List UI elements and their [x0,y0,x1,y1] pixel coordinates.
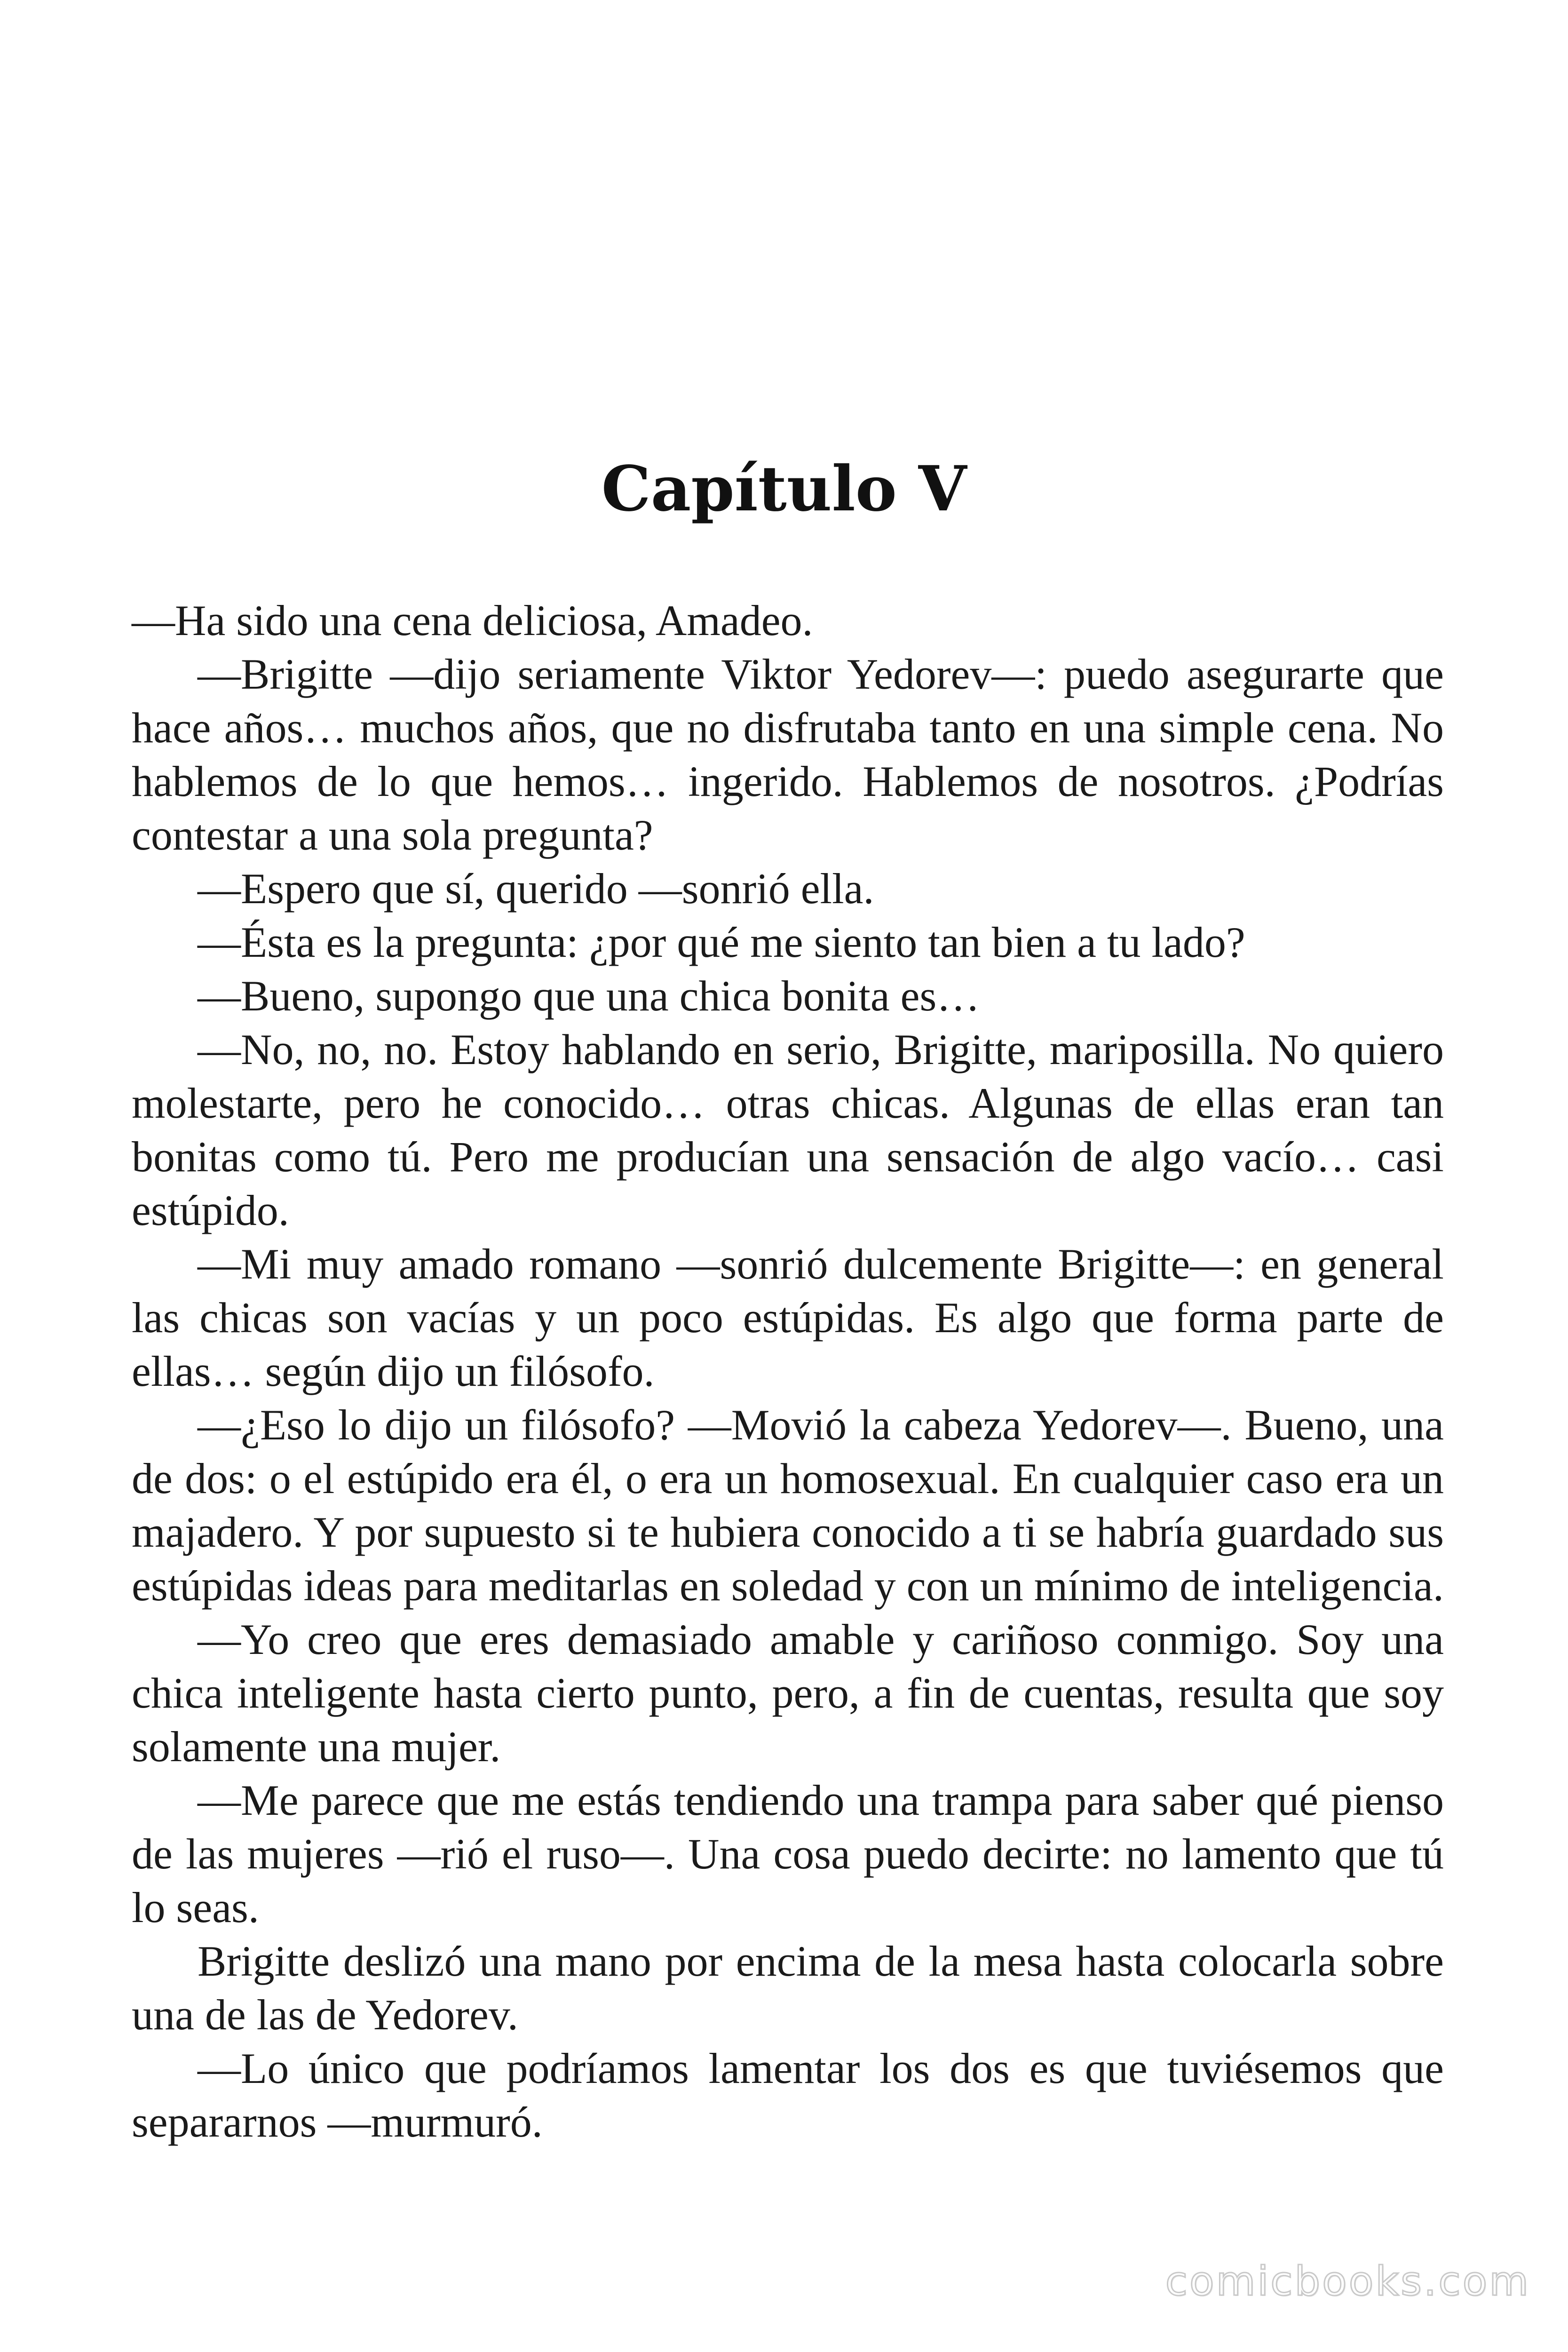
paragraph: —Ha sido una cena deliciosa, Amadeo. [132,596,813,644]
paragraph: —¿Eso lo dijo un filósofo? —Movió la cabeza Yedorev—. Bueno, una de dos: o el estúpido era él, o era un homosexual. En cualquier caso era un majadero. Y por supuesto si te hubiera conocido a ti se habría guardado sus estúpidas ideas para meditarlas en soledad y con un mínimo de inteligencia. [132,1401,1444,1610]
paragraph: —No, no, no. Estoy hablando en serio, Brigitte, mariposilla. No quiero molestarte, pero he conocido… otras chicas. Algunas de ellas eran tan bonitas como tú. Pero me producían una sensación de algo vacío… casi estúpido. [132,1025,1444,1234]
paragraph: —Me parece que me estás tendiendo una trampa para saber qué pienso de las mujeres —rió el ruso—. Una cosa puedo decirte: no lamento que tú lo seas. [132,1776,1444,1931]
paragraph: Brigitte deslizó una mano por encima de la mesa hasta colocarla sobre una de las de Yedorev. [132,1937,1444,2039]
paragraph: —Lo único que podríamos lamentar los dos es que tuviésemos que separarnos —murmuró. [132,2044,1444,2146]
paragraph: —Mi muy amado romano —sonrió dulcemente Brigitte—: en general las chicas son vacías y un poco estúpidas. Es algo que forma parte de ellas… según dijo un filósofo. [132,1240,1444,1395]
paragraph: —Ésta es la pregunta: ¿por qué me siento tan bien a tu lado? [198,918,1245,966]
chapter-body [132,594,1444,2149]
paragraph: —Bueno, supongo que una chica bonita es… [198,972,980,1020]
chapter-title: Capítulo V [601,453,967,525]
paragraph: —Espero que sí, querido —sonrió ella. [198,865,874,913]
paragraph: —Brigitte —dijo seriamente Viktor Yedorev—: puedo asegurarte que hace años… muchos años, que no disfrutaba tanto en una simple cena. No hablemos de lo que hemos… ingerido. Hablemos de nosotros. ¿Podrías contestar a una sola pregunta? [132,650,1444,859]
watermark: comicbooks.com [1165,2258,1530,2305]
paragraph: —Yo creo que eres demasiado amable y cariñoso conmigo. Soy una chica inteligente hasta cierto punto, pero, a fin de cuentas, resulta que soy solamente una mujer. [132,1615,1444,1771]
